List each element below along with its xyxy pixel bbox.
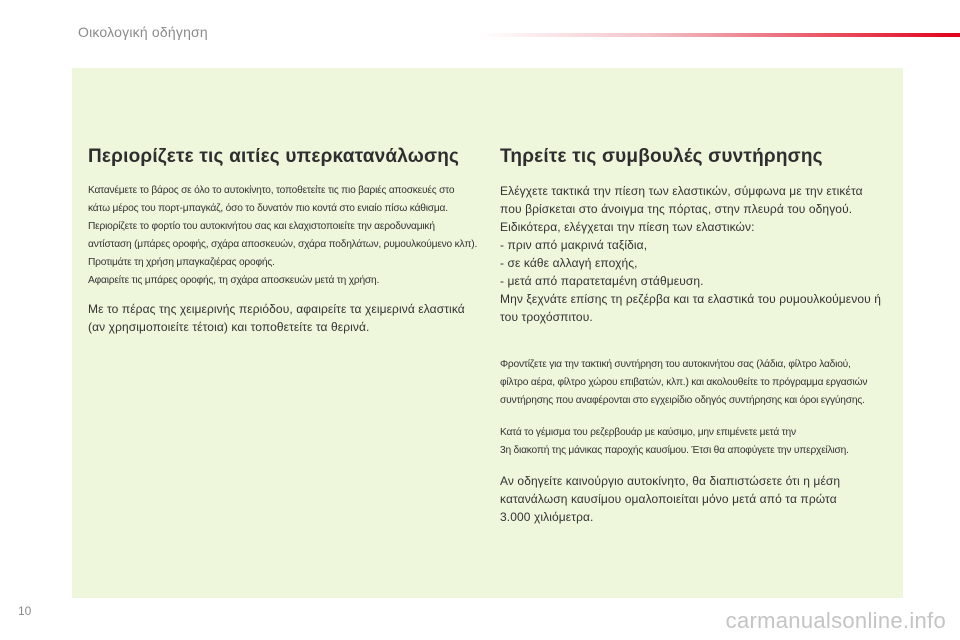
left-heading: Περιορίζετε τις αιτίες υπερκατανάλωσης [88,146,460,167]
text-line: Με το πέρας της χειμερινής περιόδου, αφαιρείτε τα χειμερινά ελαστικά [88,302,465,316]
text-line: Κατανέμετε το βάρος σε όλο το αυτοκίνητο, τοποθετείτε τις πιο βαριές αποσκευές στο [88,185,455,196]
left-column [88,146,483,336]
watermark: carmanualsonline.info [725,608,946,633]
text-line: 3.000 χιλιόμετρα. [500,510,594,524]
text-line: κατανάλωση καυσίμου ομαλοποιείται μόνο μετά από τα πρώτα [500,492,837,506]
left-paragraph-tyres [88,300,483,336]
right-paragraph-refuel [500,424,900,460]
text-line: Αφαιρείτε τις μπάρες οροφής, τη σχάρα αποσκευών μετά τη χρήση. [88,275,380,286]
text-line: (αν χρησιμοποιείτε τέτοια) και τοποθετείτε τα θερινά. [88,320,370,334]
right-heading: Τηρείτε τις συμβουλές συντήρησης [500,146,823,167]
text-line: Περιορίζετε το φορτίο του αυτοκινήτου σας και ελαχιστοποιείτε την αεροδυναμική [88,221,435,232]
left-paragraph-weight [88,182,483,290]
text-line: του τροχόσπιτου. [500,310,593,324]
text-line: Προτιμάτε τη χρήση μπαγκαζιέρας οροφής. [88,257,275,268]
text-line: Κατά το γέμισμα του ρεζερβουάρ με καύσιμο, μην επιμένετε μετά την [500,427,796,438]
right-paragraph-new-car [500,472,900,526]
right-paragraph-maintenance [500,356,900,410]
text-line: Φροντίζετε για την τακτική συντήρηση του αυτοκινήτου σας (λάδια, φίλτρο λαδιού, [500,359,851,370]
text-line: φίλτρο αέρα, φίλτρο χώρου επιβατών, κλπ.) και ακολουθείτε το πρόγραμμα εργασιών [500,377,868,388]
section-title: Οικολογική οδήγηση [78,24,208,40]
header-accent-rule [480,33,960,37]
text-line: Αν οδηγείτε καινούργιο αυτοκίνητο, θα διαπιστώσετε ότι η μέση [500,474,841,488]
text-line: κάτω μέρος του πορτ-μπαγκάζ, όσο το δυνατόν πιο κοντά στο ενιαίο πίσω κάθισμα. [88,203,448,214]
right-column [500,146,900,526]
list-item: - σε κάθε αλλαγή εποχής, [500,256,638,270]
text-line: αντίσταση (μπάρες οροφής, σχάρα αποσκευών, σχάρα ποδηλάτων, ρυμουλκούμενο κλπ). [88,239,478,250]
text-line: που βρίσκεται στο άνοιγμα της πόρτας, στην πλευρά του οδηγού. [500,202,853,216]
right-paragraph-pressure [500,182,900,326]
text-line: Ειδικότερα, ελέγχεται την πίεση των ελαστικών: [500,220,755,234]
list-item: - πριν από μακρινά ταξίδια, [500,238,648,252]
page-number: 10 [18,604,32,618]
text-line: 3η διακοπή της μάνικας παροχής καυσίμου. Έτσι θα αποφύγετε την υπερχείλιση. [500,445,849,456]
list-item: - μετά από παρατεταμένη στάθμευση. [500,274,704,288]
text-line: Μην ξεχνάτε επίσης τη ρεζέρβα και τα ελαστικά του ρυμουλκούμενου ή [500,292,881,306]
text-line: συντήρησης που αναφέρονται στο εγχειρίδιο οδηγός συντήρησης και όροι εγγύησης. [500,395,865,406]
text-line: Ελέγχετε τακτικά την πίεση των ελαστικών, σύμφωνα με την ετικέτα [500,184,863,198]
